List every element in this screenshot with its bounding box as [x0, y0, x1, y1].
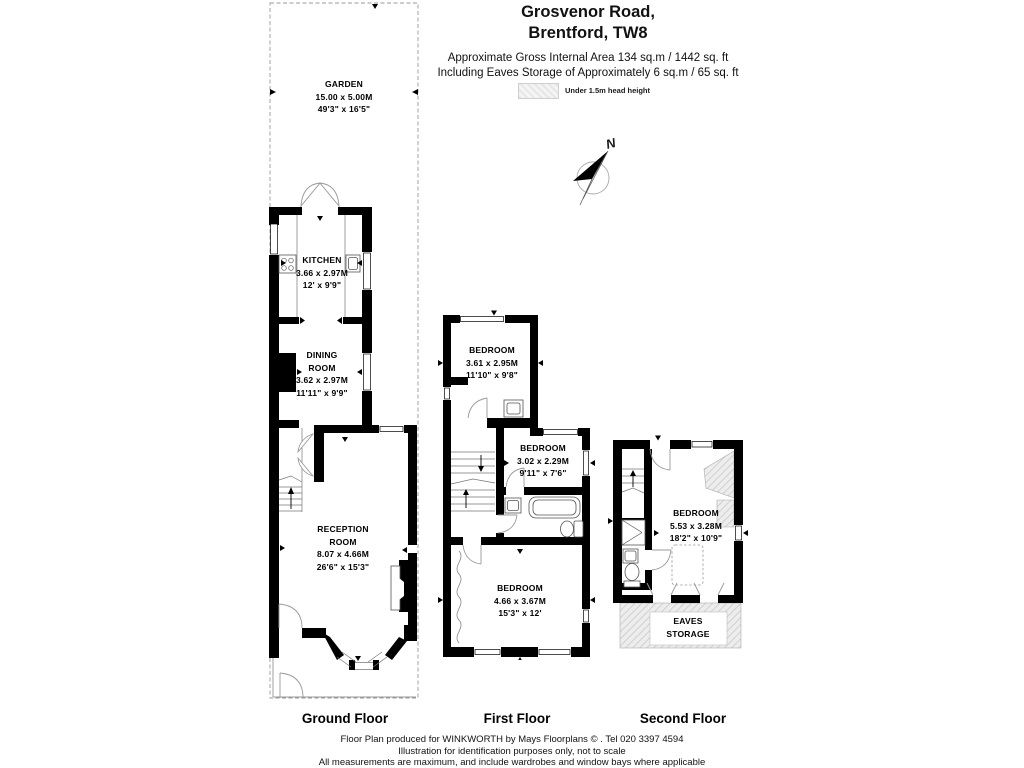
room-dim-metric: 15.00 x 5.00M [315, 91, 373, 102]
page-title-line2: Brentford, TW8 [528, 24, 648, 42]
floor-label-first: First Floor [483, 711, 551, 726]
room-dim-imperial: 18'2" x 10'9" [669, 533, 723, 543]
page-title-line1: Grosvenor Road, [521, 3, 655, 21]
room-label-eaves-storage [666, 615, 709, 640]
room-label-garden [316, 78, 373, 116]
room-label-bedroom2 [517, 442, 569, 480]
room-label-bedroom1 [466, 344, 518, 382]
second-stairs-icon [622, 469, 644, 493]
header [420, 2, 756, 81]
room-dim-metric: 3.02 x 2.29M [516, 455, 570, 466]
room-dim-imperial: 49'3" x 16'5" [317, 104, 371, 114]
porch-doors-icon [279, 604, 303, 698]
shower-room-fixtures-icon [622, 520, 645, 587]
room-name: BEDROOM [673, 508, 719, 518]
room-dim-metric: 5.53 x 3.28M [669, 520, 723, 531]
head-height-legend-swatch [518, 83, 559, 99]
area-summary [420, 51, 756, 81]
room-dim-metric: 3.62 x 2.97M [295, 375, 349, 385]
room-name: BEDROOM [520, 443, 566, 453]
footer-measurements-note: All measurements are maximum, and include wardrobes and window bays where applicable [318, 757, 706, 768]
french-doors-icon [301, 183, 339, 206]
room-label-bedroom4 [670, 507, 723, 545]
room-label-reception-room [317, 523, 370, 573]
north-compass-icon [556, 133, 631, 213]
room-dim-imperial: 11'11" x 9'9" [296, 387, 348, 398]
room-name: GARDEN [324, 79, 364, 89]
room-dim-metric: 4.66 x 3.67M [493, 595, 547, 606]
room-name: KITCHEN [302, 255, 342, 265]
room-name: RECEPTION [317, 524, 369, 534]
room-dim-metric: 3.61 x 2.95M [465, 357, 519, 368]
compass-north-label: N [604, 135, 618, 152]
room-label-bedroom3 [494, 582, 546, 620]
area-line1: Approximate Gross Internal Area 134 sq.m / 1442 sq. ft [447, 52, 729, 64]
hall-double-doors-icon [298, 434, 313, 476]
room-name: ROOM [308, 362, 336, 373]
room-name: BEDROOM [469, 345, 515, 355]
room-name: STORAGE [666, 628, 710, 639]
ground-stairs-icon [279, 428, 302, 512]
room-label-dining-room [296, 349, 348, 399]
room-dim-imperial: 9'11" x 7'6" [519, 468, 567, 478]
area-line2: Including Eaves Storage of Approximately 6 sq.m / 65 sq. ft [437, 67, 739, 79]
floor-label-ground: Ground Floor [301, 711, 389, 726]
rooflight-icon [672, 545, 703, 585]
room-name: BEDROOM [497, 583, 543, 593]
floor-label-second: Second Floor [639, 711, 727, 726]
room-dim-imperial: 15'3" x 12' [498, 608, 542, 618]
footer-producer: Floor Plan produced for WINKWORTH by Mays Floorplans © . Tel 020 3397 4594 [340, 734, 684, 745]
room-dim-metric: 8.07 x 4.66M [316, 549, 370, 559]
footer-disclaimer: Illustration for identification purposes only, not to scale [398, 746, 626, 757]
head-height-legend-label: Under 1.5m head height [565, 86, 651, 95]
room-dim-imperial: 11'10" x 9'8" [465, 370, 519, 380]
room-dim-metric: 3.66 x 2.97M [295, 267, 349, 278]
room-dim-imperial: 26'6" x 15'3" [316, 561, 370, 572]
room-dim-imperial: 12' x 9'9" [302, 280, 342, 290]
room-name: EAVES [673, 616, 703, 626]
wardrobe-wavy-line [457, 551, 461, 643]
first-stairs-icon [451, 452, 495, 511]
room-name: ROOM [329, 536, 357, 547]
room-label-kitchen [296, 254, 348, 292]
room-name: DINING [306, 350, 338, 360]
